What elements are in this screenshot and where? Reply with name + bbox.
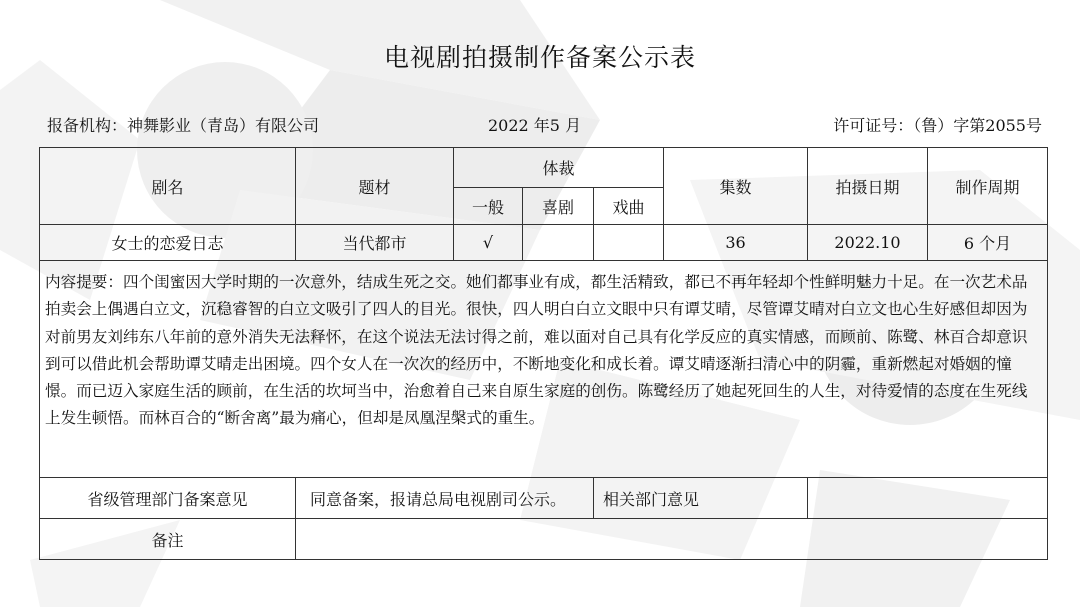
cell-production-period: 6 个月 <box>928 225 1048 261</box>
summary-row <box>40 261 1048 478</box>
cell-genre-general: √ <box>454 225 523 261</box>
opinion-row <box>40 478 1048 519</box>
header-genre-drama: 戏曲 <box>594 188 664 225</box>
provincial-opinion-value: 同意备案，报请总局电视剧司公示。 <box>296 478 594 519</box>
filing-table <box>39 147 1048 560</box>
cell-theme: 当代都市 <box>296 225 454 261</box>
license-label: 许可证号：（鲁）字第2055号 <box>833 116 1042 135</box>
related-opinion-label: 相关部门意见 <box>594 478 808 519</box>
organization-label: 报备机构：神舞影业（青岛）有限公司 <box>47 116 320 135</box>
content-summary: 内容提要：四个闺蜜因大学时期的一次意外，结成生死之交。她们都事业有成，都生活精致，都已不再年轻却个性鲜明魅力十足。在一次艺术品拍卖会上偶遇白立文，沉稳睿智的白立文吸引了四人的目光。很快，四人明白白立文眼中只有谭艾晴，尽管谭艾晴对白立文也心生好感但却因为对前男友刘纬东八年前的意外消失无法释怀，在这个说法无法讨得之前，难以面对自己具有化学反应的真实情感，而顾前、陈鹭、林百合却意识到可以借此机会帮助谭艾晴走出困境。四个女人在一次次的经历中，不断地变化和成长着。谭艾晴逐渐扫清心中的阴霾，重新燃起对婚姻的憧憬。而已迈入家庭生活的顾前，在生活的坎坷当中，治愈着自己来自原生家庭的创伤。陈鹭经历了她起死回生的人生，对待爱情的态度在生死线上发生顿悟。而林百合的“断舍离”最为痛心，但却是凤凰涅槃式的重生。 <box>40 261 1048 478</box>
related-opinion-value <box>808 478 1048 519</box>
header-theme: 题材 <box>296 148 454 225</box>
cell-episodes: 36 <box>664 225 808 261</box>
table-row <box>40 225 1048 261</box>
table-header-row <box>40 148 1048 188</box>
header-production-period: 制作周期 <box>928 148 1048 225</box>
page-title: 电视剧拍摄制作备案公示表 <box>383 43 696 72</box>
date-label: 2022 年5 月 <box>488 116 582 135</box>
header-genre: 体裁 <box>454 148 664 188</box>
remarks-value <box>296 519 1048 560</box>
cell-genre-drama <box>594 225 664 261</box>
header-episodes: 集数 <box>664 148 808 225</box>
cell-name: 女士的恋爱日志 <box>40 225 296 261</box>
cell-shoot-date: 2022.10 <box>808 225 928 261</box>
header-genre-general: 一般 <box>454 188 523 225</box>
remarks-row <box>40 519 1048 560</box>
header-shoot-date: 拍摄日期 <box>808 148 928 225</box>
cell-genre-comedy <box>523 225 594 261</box>
remarks-label: 备注 <box>40 519 296 560</box>
provincial-opinion-label: 省级管理部门备案意见 <box>40 478 296 519</box>
header-genre-comedy: 喜剧 <box>523 188 594 225</box>
header-name: 剧名 <box>40 148 296 225</box>
